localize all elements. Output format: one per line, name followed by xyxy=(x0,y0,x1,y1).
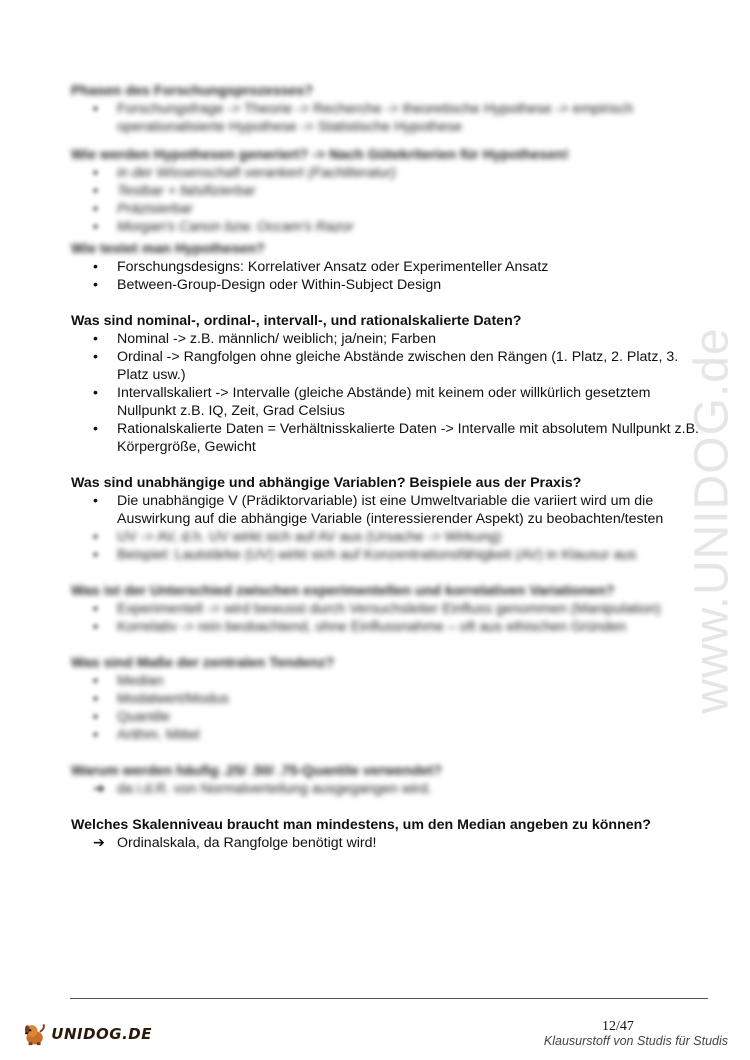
answer-list xyxy=(71,600,711,636)
list-item-text: Korrelativ -> rein beobachtend, ohne Einflussnahme – oft aus ethischen Gründen xyxy=(117,619,627,635)
list-item xyxy=(71,384,711,420)
list-item xyxy=(71,672,711,690)
list-item-text: Rationalskalierte Daten = Verhältnisskalierte Daten -> Intervalle mit absolutem Nullpunkt z.B. Körpergröße, Gewicht xyxy=(117,421,699,455)
qa-section xyxy=(71,816,711,852)
question-heading: Was sind nominal-, ordinal-, intervall-, und rationalskalierte Daten? xyxy=(71,313,522,329)
list-item-text: Ordinalskala, da Rangfolge benötigt wird! xyxy=(117,835,377,851)
list-item xyxy=(71,200,711,218)
answer-list xyxy=(71,164,711,236)
list-item xyxy=(71,218,711,236)
bullet-icon: • xyxy=(93,201,98,217)
unidog-logo xyxy=(22,1014,152,1054)
page-number: 12/47 xyxy=(602,1019,634,1034)
answer-list xyxy=(71,258,711,294)
bullet-icon: • xyxy=(93,673,98,689)
answer-list xyxy=(71,780,711,798)
list-item xyxy=(71,420,711,456)
question-heading: Was ist der Unterschied zwischen experimentellen und korrelativen Variationen? xyxy=(71,583,615,599)
question-heading: Phasen des Forschungsprozesses? xyxy=(71,83,314,99)
list-item-text: Ordinal -> Rangfolgen ohne gleiche Abstände zwischen den Rängen (1. Platz, 2. Platz, 3. Platz usw.) xyxy=(117,349,679,383)
bullet-icon: • xyxy=(93,165,98,181)
bullet-icon: • xyxy=(93,727,98,743)
bullet-icon: • xyxy=(93,421,98,437)
answer-list xyxy=(71,492,711,564)
arrow-icon: ➔ xyxy=(93,781,105,797)
bullet-icon: • xyxy=(93,183,98,199)
list-item xyxy=(71,330,711,348)
list-item-text: Between-Group-Design oder Within-Subject Design xyxy=(117,277,442,293)
bullet-icon: • xyxy=(93,529,98,545)
list-item-text: Testbar + falsifizierbar xyxy=(117,183,256,199)
list-item-text: Experimentell -> wird bewusst durch Versuchsleiter Einfluss genommen (Manipulation) xyxy=(117,601,661,617)
dog-mascot-icon xyxy=(22,1017,47,1051)
list-item xyxy=(71,546,711,564)
arrow-icon: ➔ xyxy=(93,835,105,851)
qa-section xyxy=(71,762,711,798)
qa-section xyxy=(71,312,711,456)
qa-section xyxy=(71,654,711,744)
bullet-icon: • xyxy=(93,349,98,365)
list-item-text: Median xyxy=(117,673,164,689)
list-item xyxy=(71,528,711,546)
list-item-text: da i.d.R. von Normalverteilung ausgegangen wird. xyxy=(117,781,432,797)
list-item xyxy=(71,780,711,798)
list-item xyxy=(71,726,711,744)
list-item-text: Quantile xyxy=(117,709,170,725)
list-item-text: Nominal -> z.B. männlich/ weiblich; ja/nein; Farben xyxy=(117,331,436,347)
bullet-icon: • xyxy=(93,101,98,117)
bullet-icon: • xyxy=(93,331,98,347)
qa-section xyxy=(71,582,711,636)
list-item-text: Morgan's Canon bzw. Occam's Razor xyxy=(117,219,354,235)
footer-tagline: Klausurstoff von Studis für Studis xyxy=(543,1034,728,1048)
bullet-icon: • xyxy=(93,547,98,563)
answer-list xyxy=(71,834,711,852)
bullet-icon: • xyxy=(93,601,98,617)
document-content xyxy=(71,66,711,852)
question-heading: Was sind Maße der zentralen Tendenz? xyxy=(71,655,335,671)
bullet-icon: • xyxy=(93,493,98,509)
list-item xyxy=(71,690,711,708)
bullet-icon: • xyxy=(93,277,98,293)
list-item xyxy=(71,182,711,200)
list-item-text: Forschungsfrage -> Theorie -> Recherche -> theoretische Hypothese -> empirisch xyxy=(117,101,634,117)
bullet-icon: • xyxy=(93,385,98,401)
list-item xyxy=(71,600,711,618)
list-item xyxy=(71,164,711,182)
watermark-text: www.UNIDOG.de xyxy=(685,326,739,714)
list-item xyxy=(71,492,711,528)
list-item xyxy=(71,618,711,636)
bullet-icon: • xyxy=(93,259,98,275)
list-item xyxy=(71,100,711,118)
question-heading: Wie testet man Hypothesen? xyxy=(71,241,265,257)
list-item-text: Beispiel: Lautstärke (UV) wirkt sich auf Konzentrationsfähigkeit (AV) in Klausur aus xyxy=(117,547,637,563)
list-item-text: Präzisierbar xyxy=(117,201,193,217)
list-item-text: UV -> AV, d.h. UV wirkt sich auf AV aus (Ursache -> Wirkung) xyxy=(117,529,502,545)
logo-text: UNIDOG.DE xyxy=(51,1025,152,1043)
qa-section xyxy=(71,240,711,294)
answer-list xyxy=(71,100,711,136)
bullet-icon: • xyxy=(93,691,98,707)
footer-divider xyxy=(70,998,708,999)
list-item xyxy=(71,348,711,384)
answer-list xyxy=(71,672,711,744)
list-item-text: Forschungsdesigns: Korrelativer Ansatz oder Experimenteller Ansatz xyxy=(117,259,549,275)
answer-list xyxy=(71,330,711,456)
question-heading: Warum werden häufig .25/ .50/ .75-Quantile verwendet? xyxy=(71,763,442,779)
list-item-text: in der Wissenschaft verankert (Fachliteratur) xyxy=(117,165,396,181)
list-item xyxy=(71,708,711,726)
list-item xyxy=(71,276,711,294)
bullet-icon: • xyxy=(93,619,98,635)
question-heading: Was sind unabhängige und abhängige Variablen? Beispiele aus der Praxis? xyxy=(71,475,582,491)
list-item-text: Modalwert/Modus xyxy=(117,691,229,707)
list-item-text: Arithm. Mittel xyxy=(117,727,200,743)
list-item-text: Die unabhängige V (Prädiktorvariable) ist eine Umweltvariable die variiert wird um die Auswirkung auf die abhängige Variable (interessierender Aspekt) zu beobachten/testen xyxy=(117,493,664,527)
question-heading: Wie werden Hypothesen generiert? -> Nach Gütekriterien für Hypothesen! xyxy=(71,147,569,163)
qa-section xyxy=(71,146,711,236)
list-item xyxy=(71,834,711,852)
qa-section xyxy=(71,82,711,136)
list-item-text: operationalisierte Hypothese -> Statistische Hypothese xyxy=(117,119,463,135)
list-item xyxy=(71,258,711,276)
bullet-icon: • xyxy=(93,709,98,725)
list-item-text: Intervallskaliert -> Intervalle (gleiche Abstände) mit keinem oder willkürlich gesetztem Nullpunkt z.B. IQ, Zeit, Grad Celsius xyxy=(117,385,651,419)
question-heading: Welches Skalenniveau braucht man mindestens, um den Median angeben zu können? xyxy=(71,817,651,833)
list-item xyxy=(71,118,711,136)
bullet-icon: • xyxy=(93,219,98,235)
qa-section xyxy=(71,474,711,564)
